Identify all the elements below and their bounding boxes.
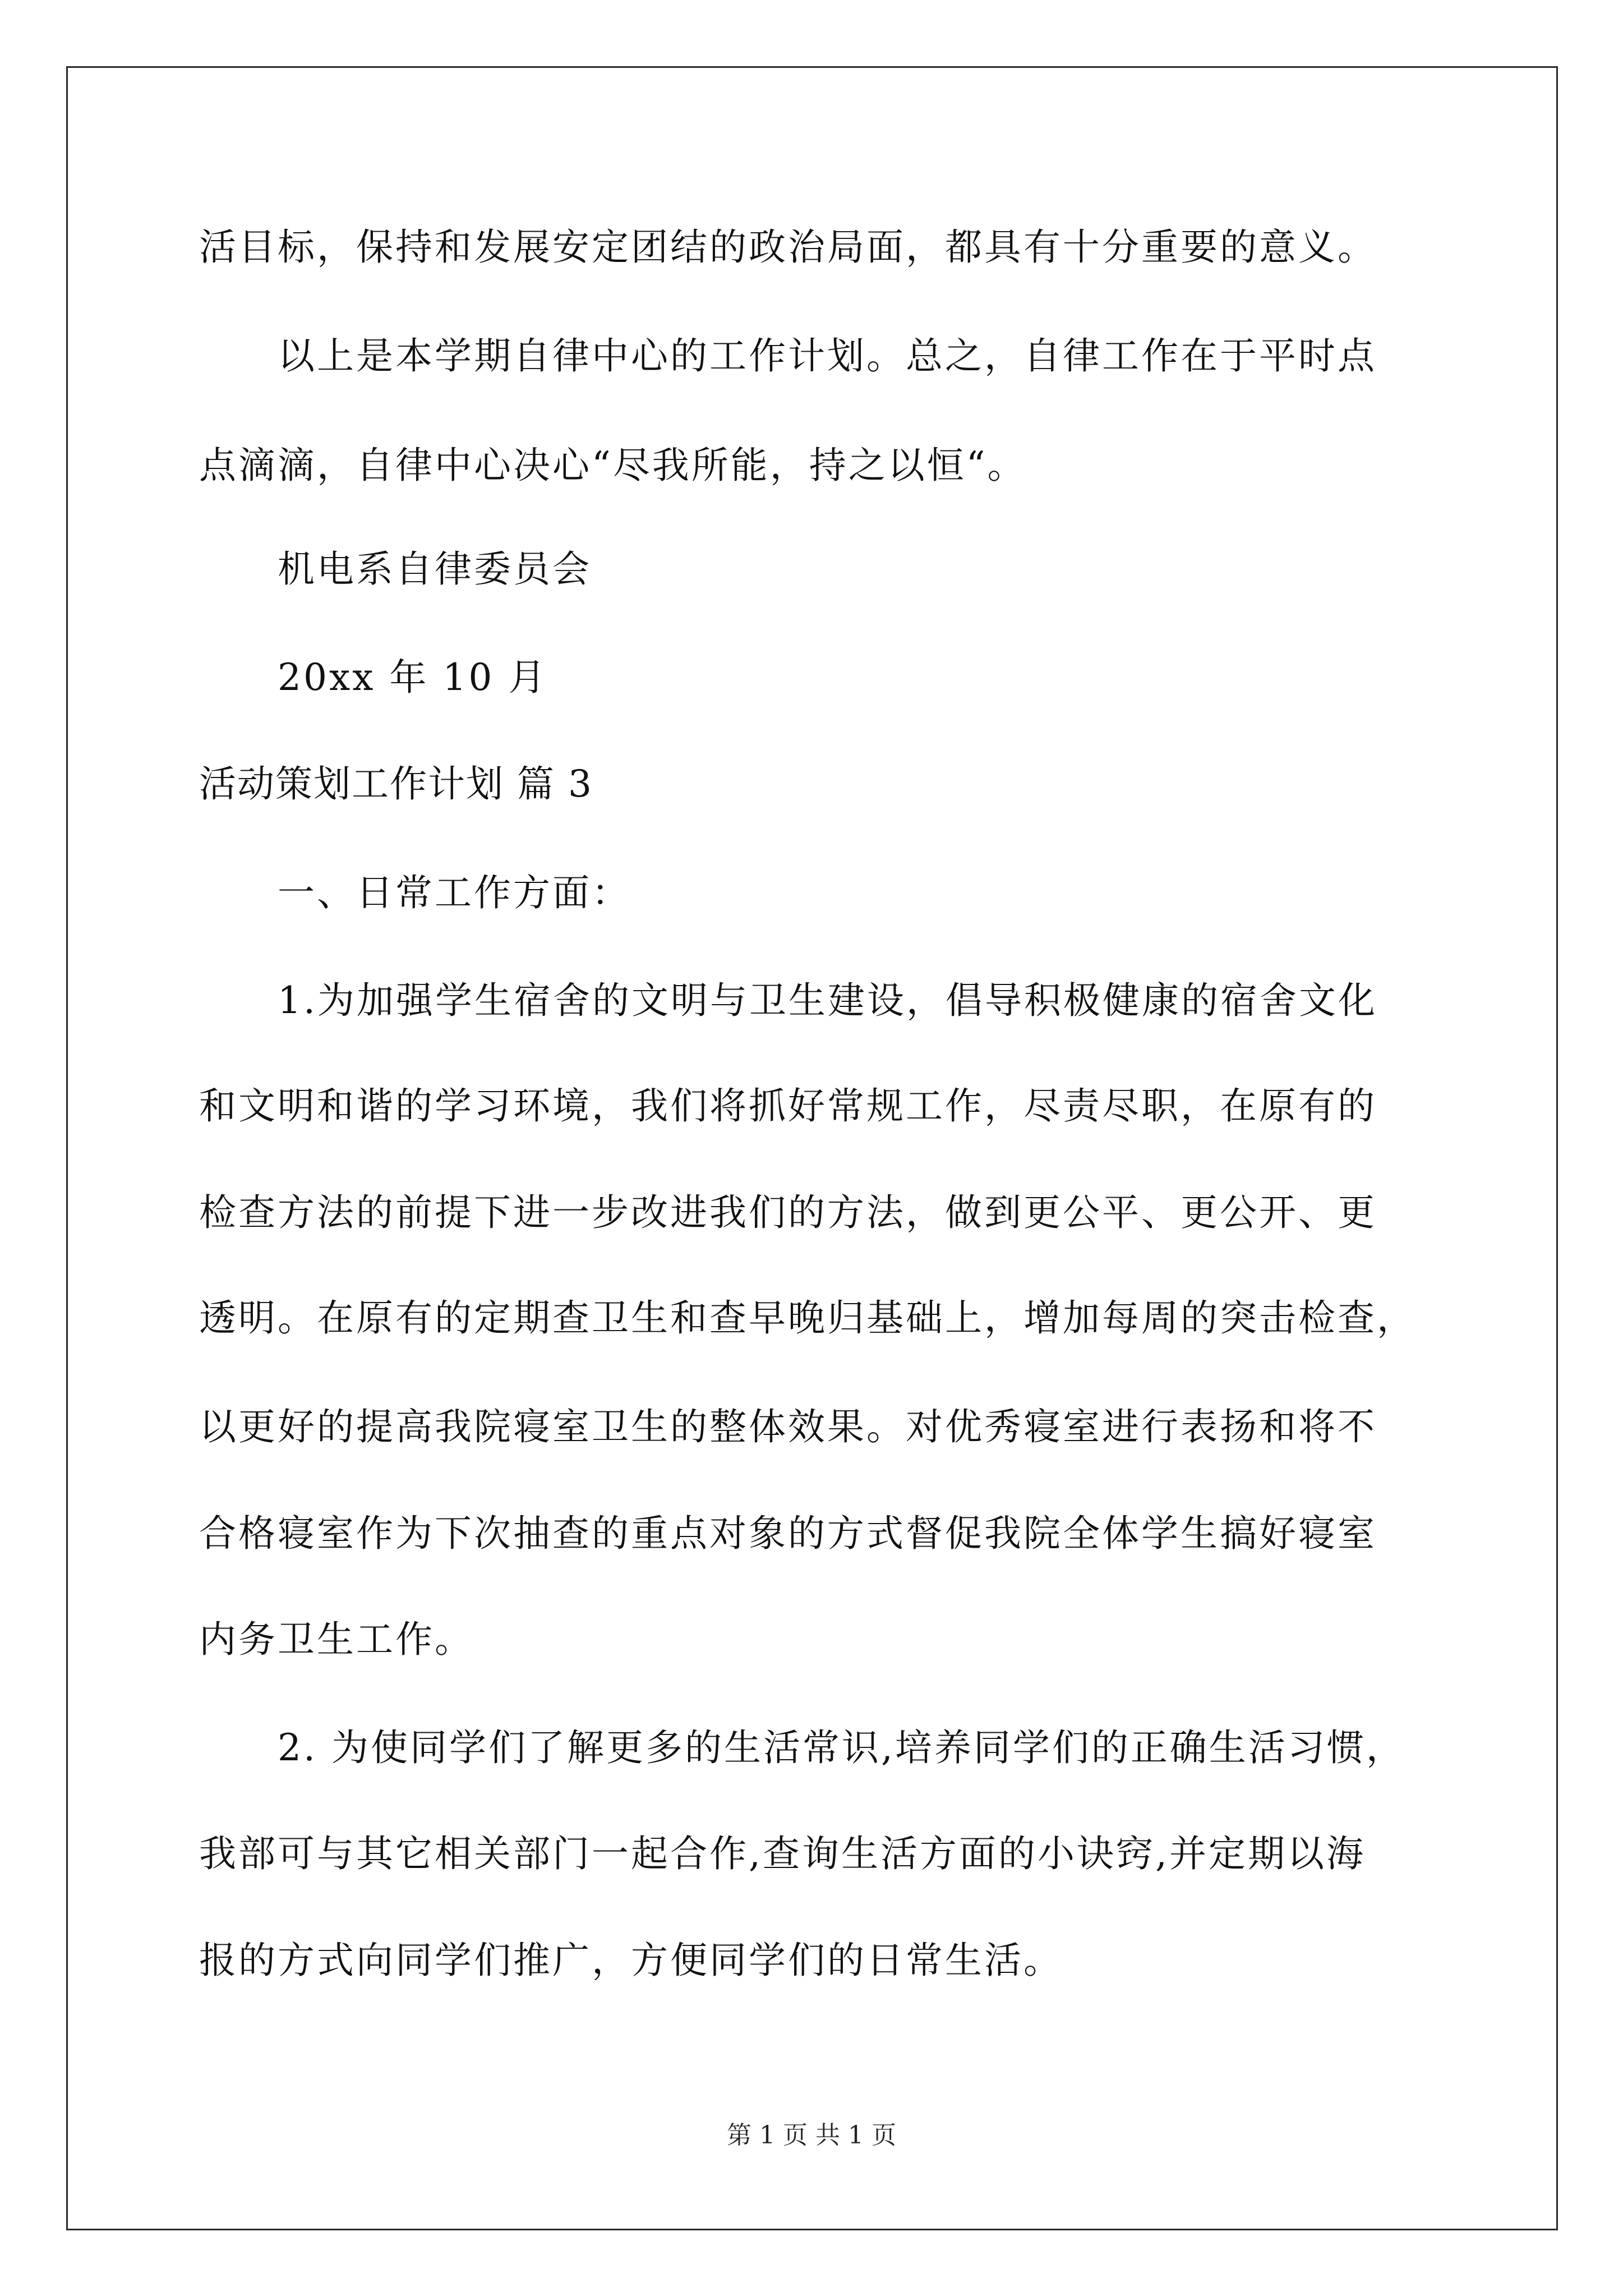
paragraph-line: 以更好的提高我院寝室卫生的整体效果。对优秀寝室进行表扬和将不: [199, 1405, 1377, 1448]
paragraph-line: 1.为加强学生宿舍的文明与卫生建设，倡导积极健康的宿舍文化: [278, 979, 1377, 1022]
page-number-footer: 第 1 页 共 1 页: [727, 2121, 896, 2150]
page-border: [66, 66, 1558, 2230]
paragraph-line: 合格寝室作为下次抽查的重点对象的方式督促我院全体学生搞好寝室: [199, 1512, 1377, 1555]
subsection-heading: 一、日常工作方面：: [278, 871, 631, 914]
paragraph-line: 2. 为使同学们了解更多的生活常识,培养同学们的正确生活习惯，: [278, 1726, 1405, 1769]
paragraph-line: 点滴滴，自律中心决心“尽我所能，持之以恒“。: [199, 444, 1027, 487]
paragraph-line: 报的方式向同学们推广，方便同学们的日常生活。: [199, 1939, 1063, 1982]
paragraph-line: 以上是本学期自律中心的工作计划。总之，自律工作在于平时点: [278, 334, 1377, 378]
signature-organization: 机电系自律委员会: [278, 547, 592, 591]
section-heading: 活动策划工作计划 篇 3: [199, 762, 593, 806]
paragraph-line: 检查方法的前提下进一步改进我们的方法，做到更公平、更公开、更: [199, 1191, 1377, 1234]
paragraph-line: 我部可与其它相关部门一起合作,查询生活方面的小诀窍,并定期以海: [199, 1832, 1366, 1875]
paragraph-line: 和文明和谐的学习环境，我们将抓好常规工作，尽责尽职，在原有的: [199, 1084, 1377, 1128]
paragraph-line: 活目标，保持和发展安定团结的政治局面，都具有十分重要的意义。: [199, 226, 1377, 269]
paragraph-line: 透明。在原有的定期查卫生和查早晚归基础上，增加每周的突击检查，: [199, 1296, 1416, 1340]
signature-date: 20xx 年 10 月: [278, 656, 548, 699]
paragraph-line: 内务卫生工作。: [199, 1618, 474, 1661]
